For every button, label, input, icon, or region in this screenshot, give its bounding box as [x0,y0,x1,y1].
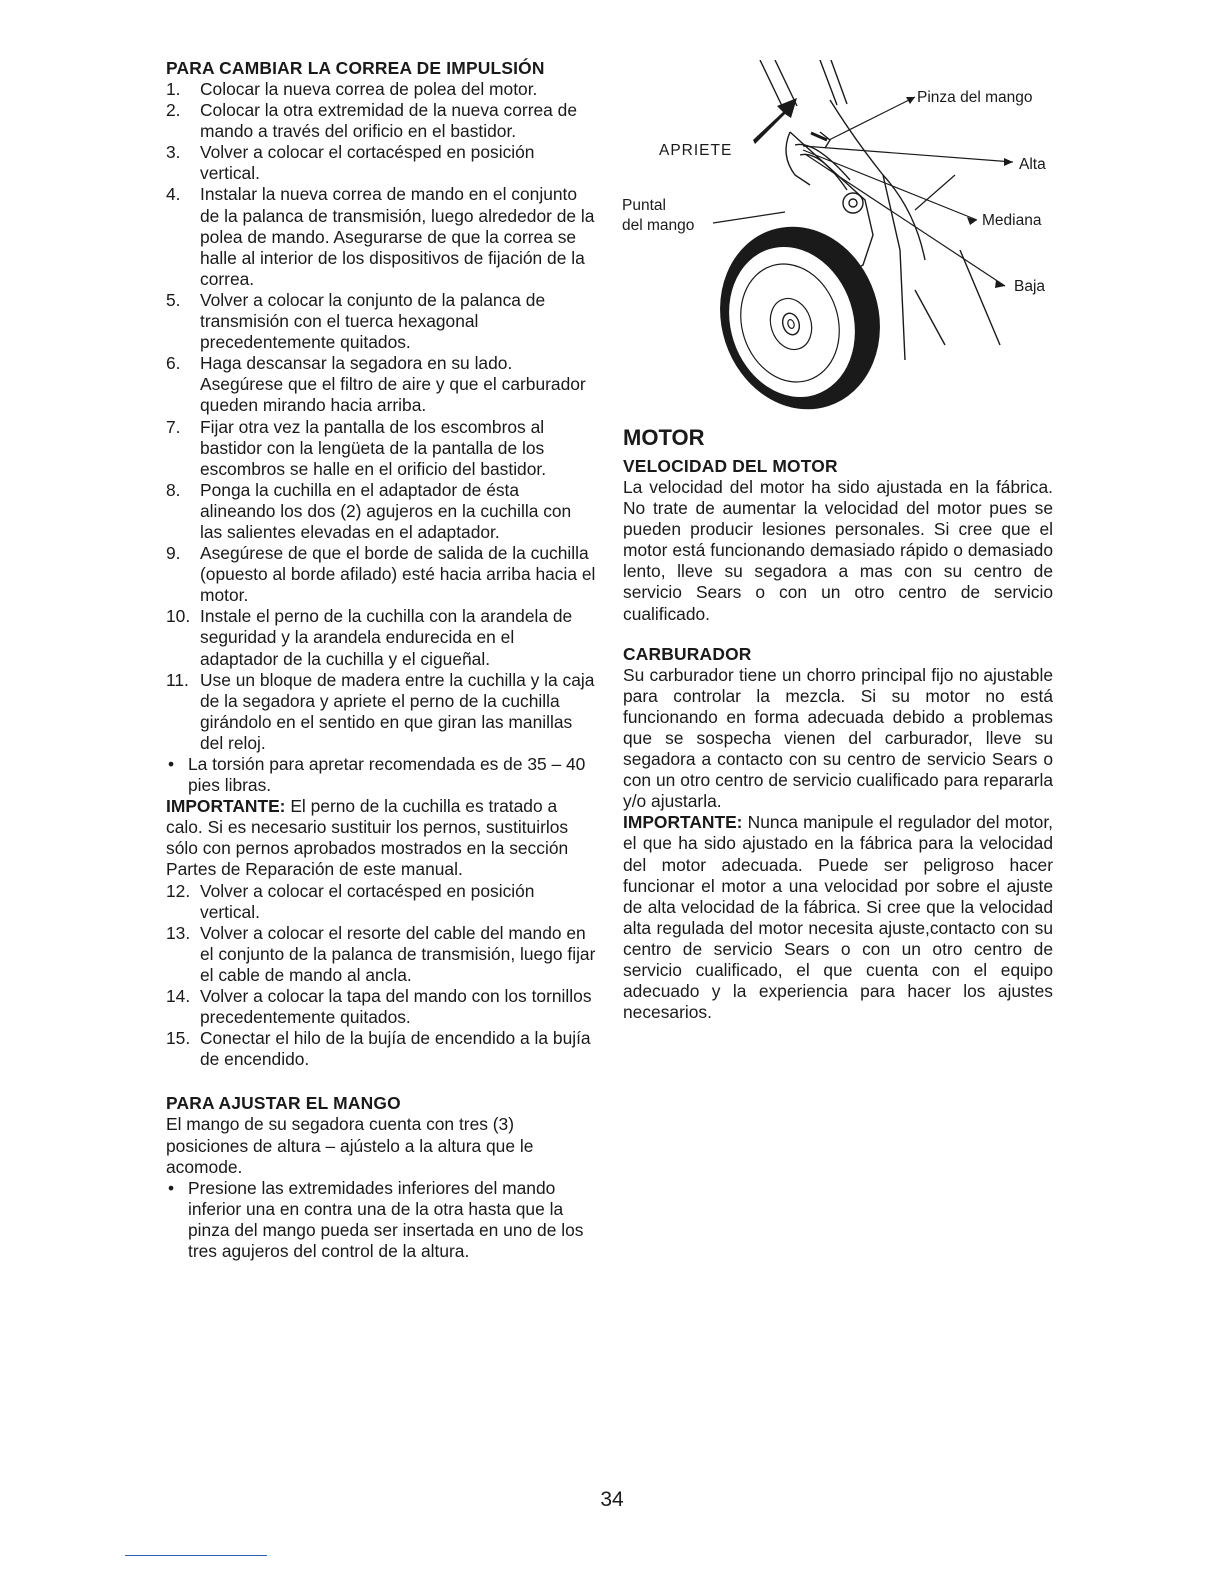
label-tip-2: del mango [622,217,695,234]
list-item: • Presione las extremidades inferiores del mando inferior una en contra una de la otra hasta que la pinza del mango pueda ser insertada en uno de los tres agujeros del control de la altura. [168,1177,584,1261]
list-item: 7. Fijar otra vez la pantalla de los escombros al bastidor con la lengüeta de la pantalla de los escombros se halle en el orificio del bastidor. [166,416,547,479]
speed-heading: VELOCIDAD DEL MOTOR [623,456,838,476]
handle-heading: PARA AJUSTAR EL MANGO [166,1093,401,1114]
handle-bullet [166,1178,596,1262]
list-item: 10. Instale el perno de la cuchilla con la arandela de seguridad y la arandela endurecida en el adaptador de la cuchilla y el cigueñal. [166,606,573,669]
right-column [623,425,1053,1023]
torque-bullet [166,754,596,796]
important-note: IMPORTANTE: Nunca manipule el regulador del motor, el que ha sido ajustado en la fábrica para la velocidad del motor adecuada. Puede ser peligroso hacer funcionar el motor a una velocidad por sobre el ajuste de alta velocidad de la fábrica. Si cree que la velocidad alta regulada del motor necesita ajuste,contacto con su centro de servicio Sears o con un otro centro de servicio cualificado, el que cuenta con el equipo adecuado y la experiencia para hacer los ajustes necesarios. [623,812,1054,1023]
carb-text: Su carburador tiene un chorro principal fijo no ajustable para controlar la mezcla. Si su motor no está funcionando en forma adecuada debido a problemas que se sospecha vienen del carburador, lleve su segadora a contacto con su centro de servicio Sears o con un otro centro de servicio cualificado para repararla y/o ajustarla. [623,664,1053,812]
bottom-rule [125,1555,267,1556]
belt-heading: PARA CAMBIAR LA CORREA DE IMPULSIÓN [166,58,545,78]
list-item: • La torsión para apretar recomendada es de 35 – 40 pies libras. [168,754,586,796]
list-item: 14. Volver a colocar la tapa del mando con los tornillos precedentemente quitados. [166,986,592,1028]
squeeze-arrow [753,98,797,144]
belt-steps-continued [166,881,596,1071]
list-item: 1. Colocar la nueva correa de polea del motor. [166,79,538,99]
motor-title: MOTOR [623,425,705,450]
handle-intro: El mango de su segadora cuenta con tres (3) posiciones de altura – ajústelo a la altura que le acomode. [166,1114,534,1177]
label-clip: Pinza del mango [917,89,1033,106]
carb-heading: CARBURADOR [623,643,752,664]
list-item: 12. Volver a colocar el cortacésped en posición vertical. [166,880,535,922]
label-squeeze: APRIETE [659,142,733,159]
list-item: 2. Colocar la otra extremidad de la nueva correa de mando a través del orificio en el bastidor. [166,100,578,142]
list-item: 13. Volver a colocar el resorte del cable del mando en el conjunto de la palanca de transmisión, luego fijar el cable de mando al ancla. [166,922,596,985]
list-item: 11. Use un bloque de madera entre la cuchilla y la caja de la segadora y apriete el perno de la cuchilla girándolo en el sentido en que giran las manillas del reloj. [166,669,595,753]
label-medium: Mediana [982,212,1042,229]
left-column [166,57,596,1262]
page-number: 34 [600,1488,624,1511]
handle-height-figure [615,60,1065,420]
label-tip-1: Puntal [622,197,666,214]
list-item: 3. Volver a colocar el cortacésped en posición vertical. [166,142,535,184]
list-item: 15. Conectar el hilo de la bujía de encendido a la bujía de encendido. [166,1028,591,1070]
label-low: Baja [1014,278,1046,295]
list-item: 9. Asegúrese de que el borde de salida de la cuchilla (opuesto al borde afilado) esté hacia arriba hacia el motor. [166,543,596,606]
belt-steps [166,79,596,754]
important-note: IMPORTANTE: El perno de la cuchilla es tratado a calo. Si es necesario sustituir los pernos, sustituirlos sólo con pernos aprobados mostrados en la sección Partes de Reparación de este manual. [166,796,569,880]
speed-text: La velocidad del motor ha sido ajustada en la fábrica. No trate de aumentar la velocidad del motor pues se pueden producir lesiones personales. Si cree que el motor está funcionando demasiado rápido o demasiado lento, lleve su segadora a mas con su centro de servicio Sears o con un otro centro de servicio cualificado. [623,477,1053,624]
list-item: 5. Volver a colocar la conjunto de la palanca de transmisión con el tuerca hexagonal precedentemente quitados. [166,289,546,353]
list-item: 6. Haga descansar la segadora en su lado. Asegúrese que el filtro de aire y que el carburador queden mirando hacia arriba. [166,353,586,416]
list-item: 4. Instalar la nueva correa de mando en el conjunto de la palanca de transmisión, luego alrededor de la polea de mando. Asegurarse de que la correa se halle al interior de los dispositivos de fijación de la correa. [166,184,595,289]
label-high: Alta [1019,156,1046,173]
list-item: 8. Ponga la cuchilla en el adaptador de ésta alineando los dos (2) agujeros en la cuchilla con las salientes elevadas en el adaptador. [166,479,572,542]
